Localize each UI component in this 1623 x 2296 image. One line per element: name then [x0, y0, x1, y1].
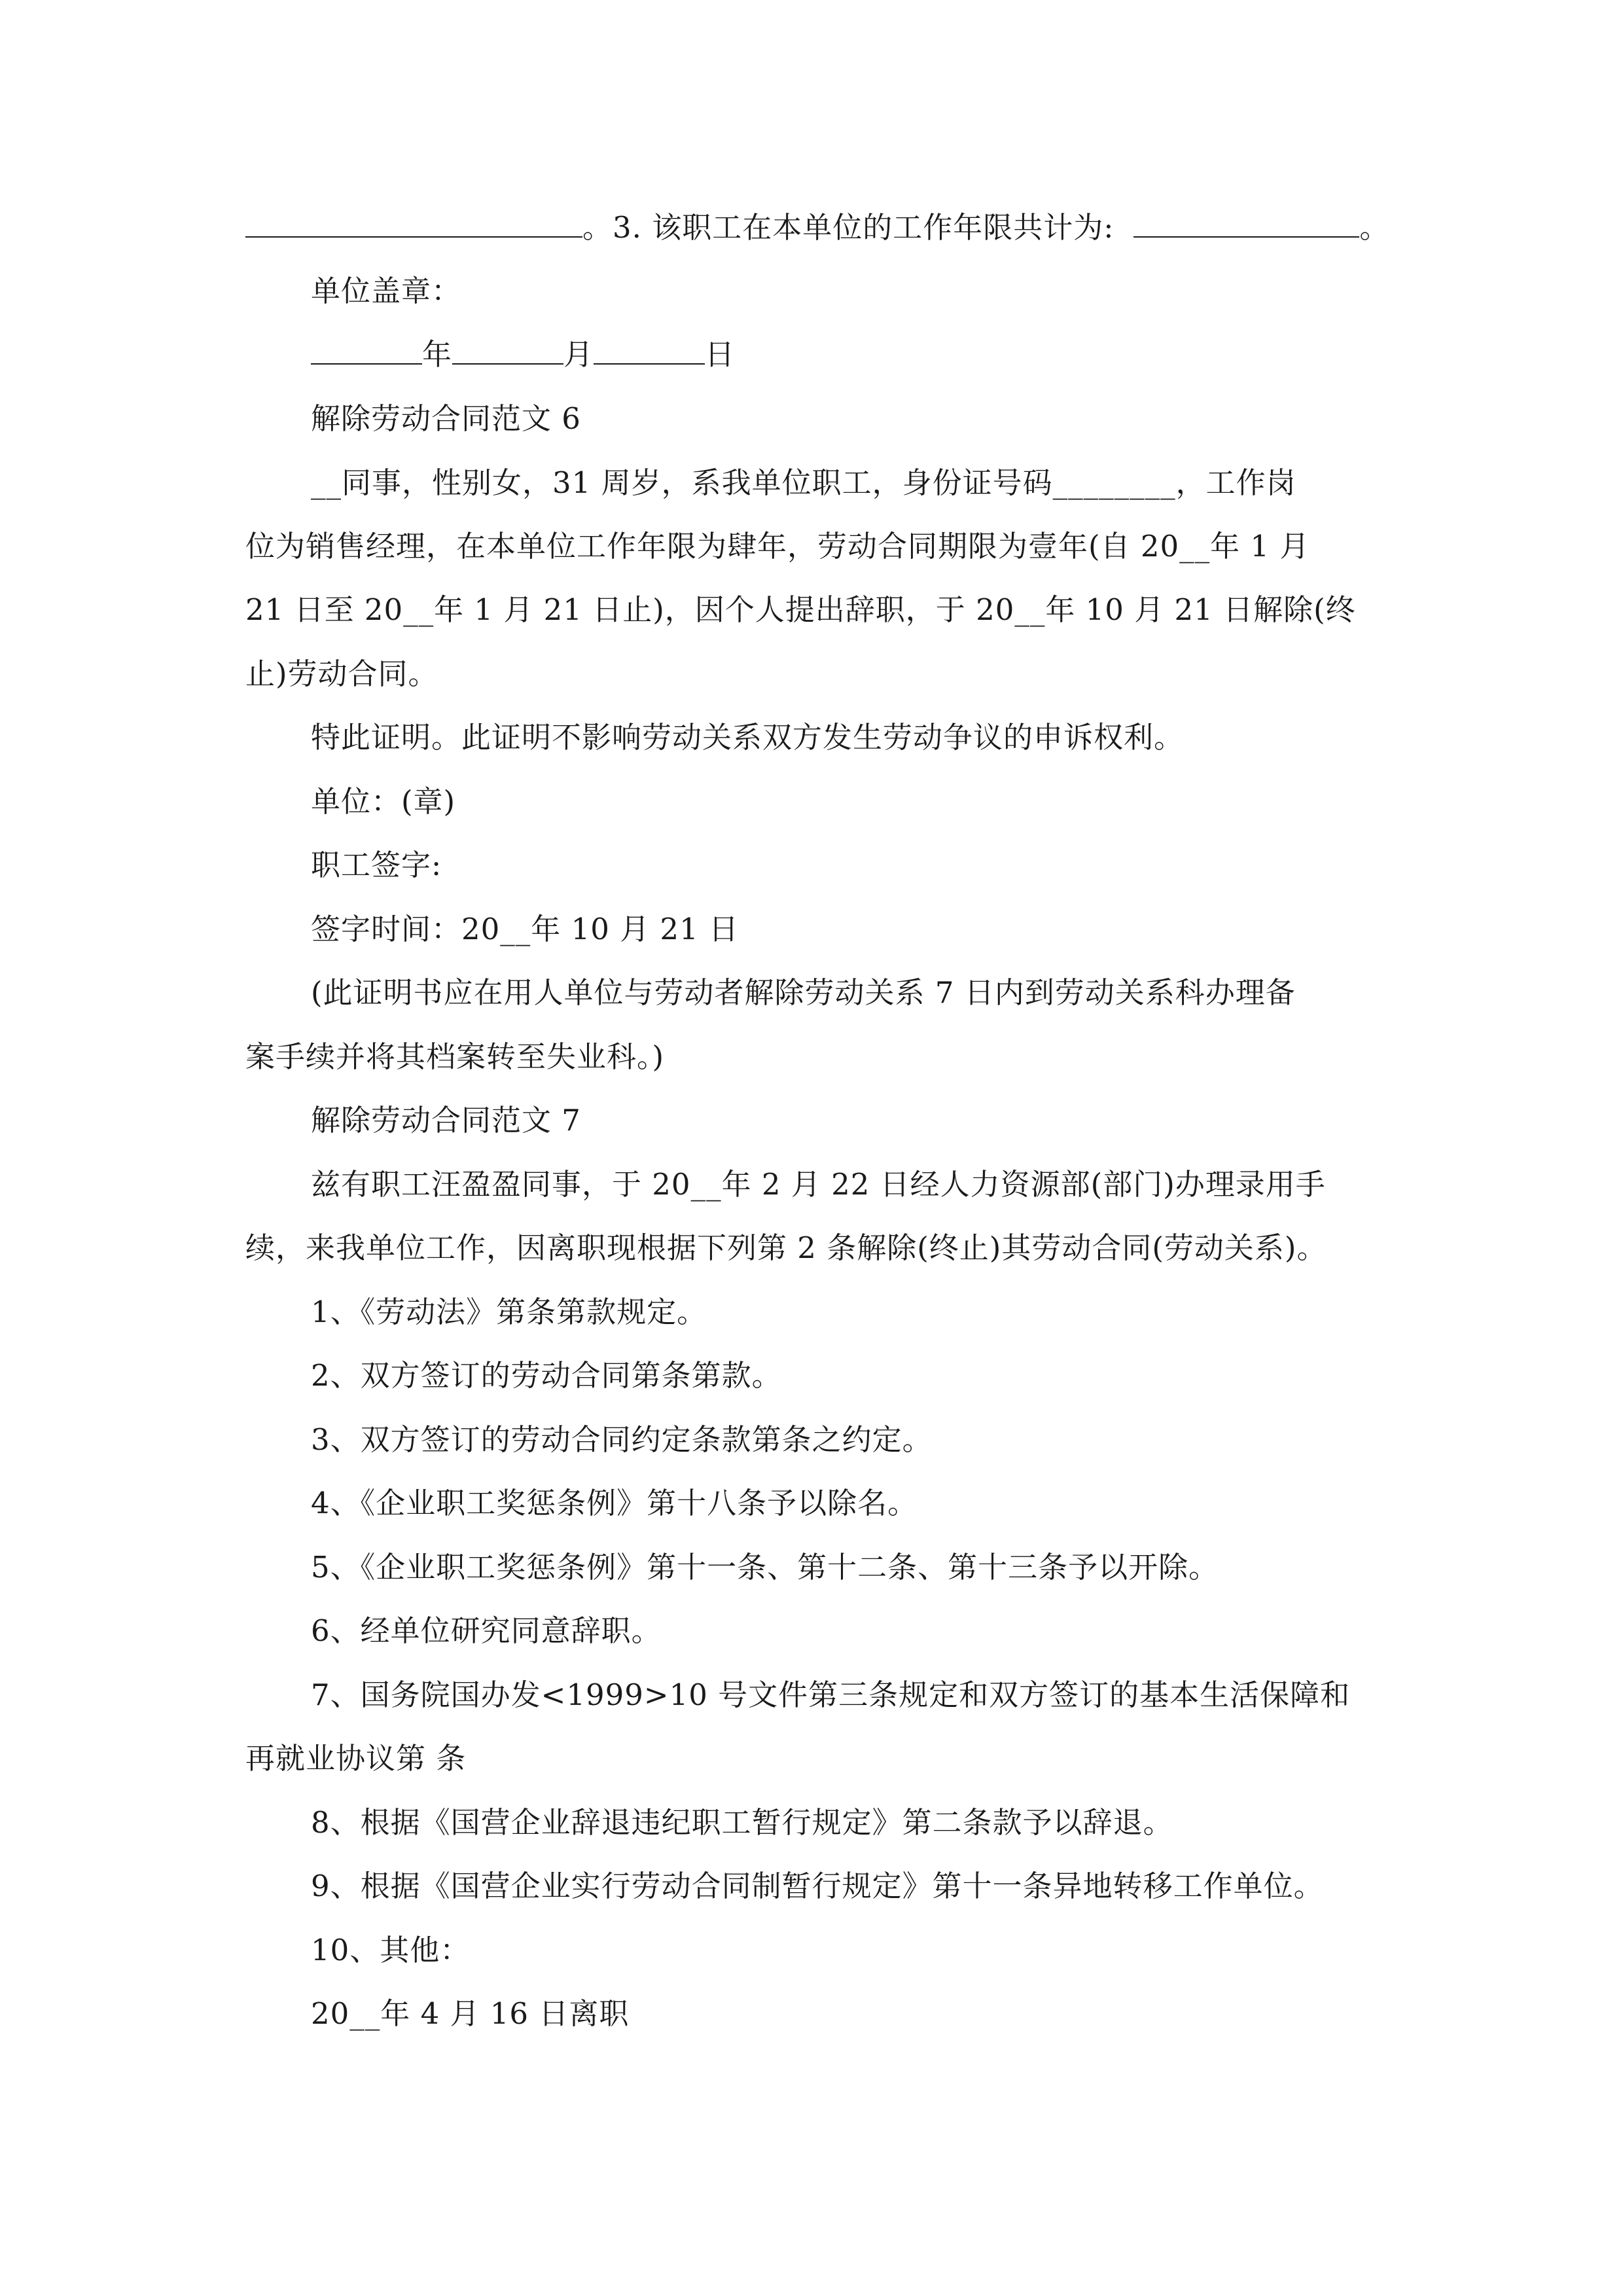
year-label: 年: [422, 337, 453, 372]
seal-label: 单位盖章：: [311, 274, 462, 308]
work-years-line: [245, 208, 1389, 247]
blank-underline: [1133, 210, 1359, 238]
list-item: 3、双方签订的劳动合同约定条款第条之约定。: [311, 1422, 933, 1457]
list-item: 2、双方签订的劳动合同第条第款。: [311, 1358, 782, 1393]
date-line: [311, 335, 735, 374]
list-item: 6、经单位研究同意辞职。: [311, 1613, 662, 1648]
list-item: 10、其他：: [311, 1933, 471, 1967]
paragraph-line: 止)劳动合同。: [245, 656, 438, 691]
work-years-text: 。3. 该职工在本单位的工作年限共计为:: [582, 210, 1115, 245]
signature-line: 职工签字:: [311, 848, 442, 882]
paragraph-line: 续，来我单位工作，因离职现根据下列第 2 条解除(终止)其劳动合同(劳动关系)。: [245, 1230, 1327, 1265]
list-item: 8、根据《国营企业辞退违纪职工暂行规定》第二条款予以辞退。: [311, 1805, 1173, 1840]
blank-underline: [452, 337, 563, 365]
section-title: 解除劳动合同范文 6: [311, 401, 581, 436]
line-end-punct: 。: [1359, 210, 1390, 245]
month-label: 月: [563, 337, 594, 372]
sign-time-line: 签字时间：20__年 10 月 21 日: [311, 912, 739, 946]
paragraph-line: __同事，性别女，31 周岁，系我单位职工，身份证号码________，工作岗: [311, 465, 1296, 500]
paragraph-line: 特此证明。此证明不影响劳动关系双方发生劳动争议的申诉权利。: [311, 720, 1185, 755]
leave-date-line: 20__年 4 月 16 日离职: [311, 1996, 630, 2031]
list-item: 再就业协议第 条: [245, 1741, 467, 1776]
list-item: 5、《企业职工奖惩条例》第十一条、第十二条、第十三条予以开除。: [311, 1550, 1219, 1585]
section-title: 解除劳动合同范文 7: [311, 1103, 581, 1138]
blank-underline: [245, 210, 582, 238]
paragraph-line: 位为销售经理，在本单位工作年限为肆年，劳动合同期限为壹年(自 20__年 1 月: [245, 529, 1310, 564]
unit-seal-line: 单位：(章): [311, 784, 456, 819]
note-line: (此证明书应在用人单位与劳动者解除劳动关系 7 日内到劳动关系科办理备: [311, 975, 1296, 1010]
list-item: 1、《劳动法》第条第款规定。: [311, 1295, 707, 1329]
list-item: 4、《企业职工奖惩条例》第十八条予以除名。: [311, 1486, 918, 1520]
day-label: 日: [705, 337, 736, 372]
paragraph-line: 兹有职工汪盈盈同事，于 20__年 2 月 22 日经人力资源部(部门)办理录用手: [311, 1167, 1326, 1202]
list-item: 9、根据《国营企业实行劳动合同制暂行规定》第十一条异地转移工作单位。: [311, 1869, 1324, 1903]
blank-underline: [594, 337, 705, 365]
blank-underline: [311, 337, 422, 365]
list-item: 7、国务院国办发<1999>10 号文件第三条规定和双方签订的基本生活保障和: [311, 1677, 1351, 1712]
note-line: 案手续并将其档案转至失业科。): [245, 1039, 665, 1074]
paragraph-line: 21 日至 20__年 1 月 21 日止)，因个人提出辞职，于 20__年 10 月 21 日解除(终: [245, 592, 1356, 627]
